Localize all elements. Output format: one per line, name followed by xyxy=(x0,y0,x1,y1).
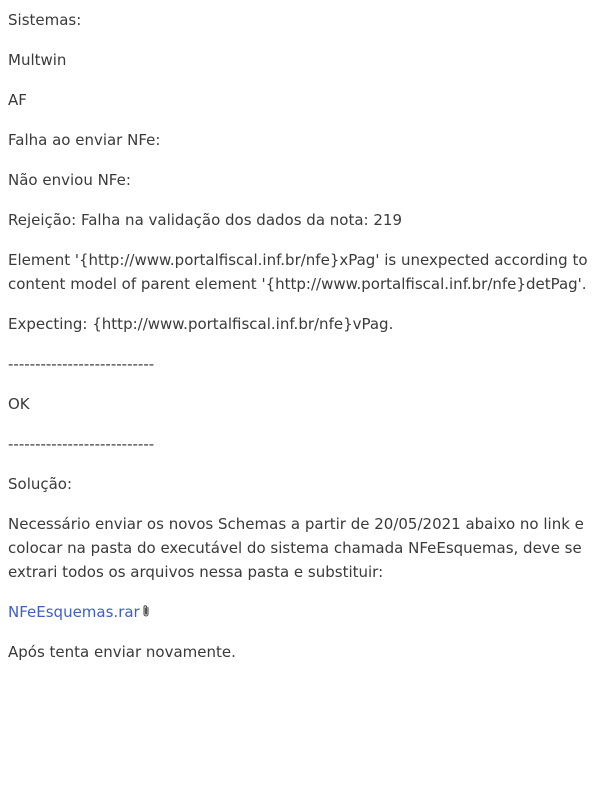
attachment-link[interactable] xyxy=(8,603,140,621)
paperclip-icon xyxy=(141,604,151,618)
final-note: Após tenta enviar novamente. xyxy=(8,643,236,661)
issue-subtitle: Não enviou NFe: xyxy=(8,171,131,189)
ok-text: OK xyxy=(8,395,30,413)
attachment-link-label: NFeEsquemas.rar xyxy=(8,603,140,621)
rejection-message: Rejeição: Falha na validação dos dados da nota: 219 xyxy=(8,211,402,229)
solution-text: Necessário enviar os novos Schemas a partir de 20/05/2021 abaixo no link e colocar na pasta do executável do sistema chamada NFeEsquemas, deve se extrari todos os arquivos nessa pasta e substituir: xyxy=(8,515,584,581)
issue-title: Falha ao enviar NFe: xyxy=(8,131,161,149)
system-item-multwin: Multwin xyxy=(8,51,67,69)
system-item-af: AF xyxy=(8,91,27,109)
systems-label: Sistemas: xyxy=(8,11,82,29)
element-error-message: Element '{http://www.portalfiscal.inf.br/nfe}xPag' is unexpected according to content model of parent element '{http://www.portalfiscal.inf.br/nfe}detPag'. xyxy=(8,251,588,293)
separator-line: --------------------------- xyxy=(8,355,155,373)
solution-label: Solução: xyxy=(8,475,73,493)
attachment-row xyxy=(8,600,592,624)
separator-line: --------------------------- xyxy=(8,435,155,453)
expecting-message: Expecting: {http://www.portalfiscal.inf.br/nfe}vPag. xyxy=(8,315,394,333)
